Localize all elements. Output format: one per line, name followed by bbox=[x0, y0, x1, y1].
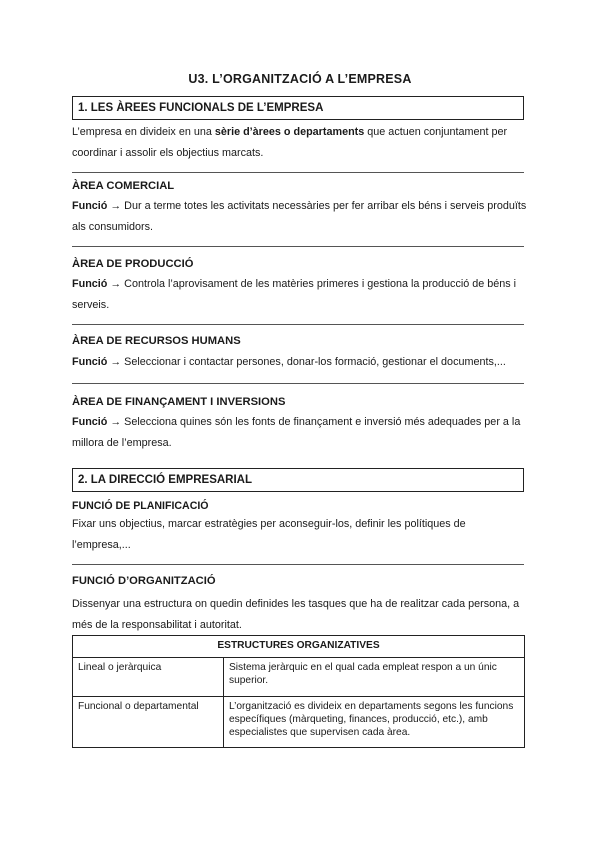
planning-function-title: FUNCIÓ DE PLANIFICACIÓ bbox=[72, 500, 209, 512]
structure-type: Lineal o jeràrquica bbox=[73, 658, 224, 697]
area-title-production: ÀREA DE PRODUCCIÓ bbox=[72, 258, 194, 270]
table-header-row bbox=[73, 636, 525, 658]
intro-text-start: L’empresa en divideix en una bbox=[72, 126, 215, 138]
function-text: → Selecciona quines són les fonts de finançament e inversió més adequades per a la millora de l’empresa. bbox=[72, 416, 521, 449]
table-row bbox=[73, 658, 525, 697]
structure-type: Funcional o departamental bbox=[73, 697, 224, 748]
area-title-human-resources: ÀREA DE RECURSOS HUMANS bbox=[72, 335, 241, 347]
divider bbox=[72, 324, 524, 325]
organizational-structures-table bbox=[72, 635, 525, 748]
area-description-finance bbox=[72, 412, 527, 454]
area-description-commercial bbox=[72, 196, 527, 238]
divider bbox=[72, 172, 524, 173]
area-description-human-resources bbox=[72, 352, 527, 373]
structure-description: Sistema jeràrquic en el qual cada empleat respon a un únic superior. bbox=[224, 658, 525, 697]
function-text: → Dur a terme totes les activitats necessàries per fer arribar els béns i serveis produïts als consumidors. bbox=[72, 200, 527, 233]
divider bbox=[72, 246, 524, 247]
function-text: → Seleccionar i contactar persones, donar-los formació, gestionar el documents,... bbox=[107, 356, 506, 368]
section-heading-business-direction: 2. LA DIRECCIÓ EMPRESARIAL bbox=[72, 468, 524, 492]
function-label: Funció bbox=[72, 200, 108, 212]
intro-text-end: que actuen conjuntament per coordinar i assolir els objectius marcats. bbox=[72, 126, 508, 159]
organization-function-text: Dissenyar una estructura on quedin definides les tasques que ha de realitzar cada persona, a més de la responsabilitat i autoritat. bbox=[72, 598, 520, 631]
planning-function-text: Fixar uns objectius, marcar estratègies per aconseguir-los, definir les polítiques de l’empresa,... bbox=[72, 518, 466, 551]
table-header: ESTRUCTURES ORGANIZATIVES bbox=[73, 636, 525, 658]
structure-description: L’organització es divideix en departaments segons les funcions específiques (màrqueting, finances, producció, etc.), amb especialistes que supervisen cada àrea. bbox=[224, 697, 525, 748]
function-label: Funció bbox=[72, 278, 108, 290]
area-title-finance: ÀREA DE FINANÇAMENT I INVERSIONS bbox=[72, 396, 286, 408]
table-row bbox=[73, 697, 525, 748]
area-description-production bbox=[72, 274, 527, 316]
area-title-commercial: ÀREA COMERCIAL bbox=[72, 180, 175, 192]
intro-text-bold: sèrie d’àrees o departaments bbox=[214, 126, 365, 138]
function-label: Funció bbox=[72, 356, 108, 368]
function-label: Funció bbox=[72, 416, 108, 428]
divider bbox=[72, 564, 524, 565]
organization-function-title: FUNCIÓ D’ORGANITZACIÓ bbox=[72, 575, 216, 587]
divider bbox=[72, 383, 524, 384]
section-heading-functional-areas: 1. LES ÀREES FUNCIONALS DE L’EMPRESA bbox=[72, 96, 524, 120]
function-text: → Controla l’aprovisament de les matèries primeres i gestiona la producció de béns i serveis. bbox=[72, 278, 517, 311]
section1-intro bbox=[72, 122, 527, 164]
document-title: U3. L’ORGANITZACIÓ A L’EMPRESA bbox=[188, 72, 412, 86]
